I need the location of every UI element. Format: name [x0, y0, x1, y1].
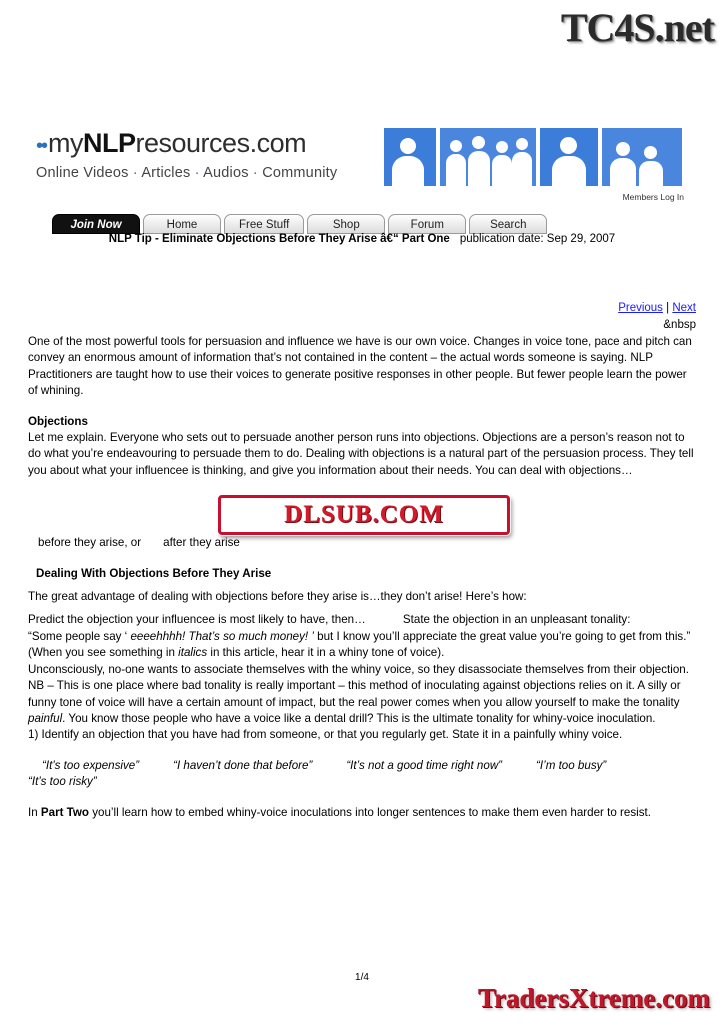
publication-date: publication date: Sep 29, 2007	[459, 233, 616, 245]
unconscious-part-b: . You know those people who have a voice like a dental drill? This is the ultimate tonality for whiny-voice inoculation.	[62, 711, 656, 725]
step-one: 1) Identify an objection that you have had from someone, or that you regularly get. State it in a painfully whiny voice.	[28, 728, 623, 742]
banner-tile-1	[384, 128, 436, 186]
closing-part-two-label: Part Two	[40, 805, 89, 819]
banner-tile-3	[540, 128, 598, 186]
watermark-dlsub	[218, 495, 510, 535]
italics-note	[28, 645, 696, 661]
predict-tail: State the objection in an unpleasant tonality:	[402, 613, 631, 627]
heading-dealing-with-objections: Dealing With Objections Before They Arise	[36, 566, 272, 580]
objections-paragraph: Let me explain. Everyone who sets out to persuade another person runs into objections. Objections are a person’s reason not to do what you’re endeavouring to persuade them to do. Dealing with objections is a natural part of the persuasion process. They tell you about what your influencee is thinking, and give you information about their needs. You can deal with objections…	[28, 431, 694, 477]
unconscious-italic-word: painful	[28, 711, 63, 725]
watermark-dlsub-text: DLSUB.COM	[284, 501, 444, 528]
example-5: “It’s too risky”	[28, 775, 97, 789]
document-title-row	[0, 233, 724, 245]
example-1: “It’s too expensive”	[42, 758, 140, 772]
closing-part-a: In	[28, 805, 41, 819]
closing-paragraph	[28, 805, 696, 821]
next-link[interactable]: Next	[672, 302, 696, 314]
nav-item-home[interactable]: Home	[143, 214, 221, 234]
predict-line	[28, 612, 696, 628]
example-2: “I haven’t done that before”	[173, 758, 313, 772]
predict-lead: Predict the objection your influencee is most likely to have, then…	[28, 613, 366, 627]
watermark-tc4s: TC4S.net	[560, 5, 714, 50]
italics-note-word: italics	[178, 646, 208, 660]
previous-link[interactable]: Previous	[618, 302, 663, 314]
nav-item-join-now[interactable]: Join Now	[52, 214, 140, 234]
members-login-link[interactable]: Members Log In	[622, 192, 684, 202]
banner-image-tiles	[384, 128, 684, 190]
nav-item-free-stuff[interactable]: Free Stuff	[224, 214, 304, 234]
banner-tile-4	[602, 128, 682, 186]
logo-dots-icon: ••	[36, 135, 47, 157]
example-4: “I’m too busy”	[536, 758, 607, 772]
pager	[618, 302, 696, 314]
quote-line	[28, 629, 696, 645]
page-title: NLP Tip - Eliminate Objections Before They Arise â€“ Part One	[108, 233, 450, 245]
logo-nlp: NLP	[83, 128, 136, 158]
option-after-they-arise: after they arise	[163, 536, 240, 550]
logo-resources: resources.com	[135, 128, 307, 158]
tagline-articles: Articles	[141, 165, 191, 181]
tagline-sep-3: ·	[248, 165, 263, 181]
advantage-paragraph: The great advantage of dealing with objections before they arise is…they don’t arise! Here’s how:	[28, 590, 527, 604]
italics-note-part-c: in this article, hear it in a whiny tone of voice).	[207, 646, 445, 660]
heading-objections: Objections	[28, 414, 88, 428]
quote-prefix: “Some people say ‘	[28, 629, 131, 643]
objection-examples-second-row	[28, 774, 696, 790]
objection-examples	[28, 758, 696, 774]
example-3: “It’s not a good time right now”	[346, 758, 503, 772]
tagline-sep-1: ·	[128, 165, 142, 181]
option-before-they-arise: before they arise, or	[38, 536, 142, 550]
watermark-tradersxtreme: TradersXtreme.com	[477, 983, 710, 1013]
site-tagline	[36, 165, 382, 181]
nav-item-search[interactable]: Search	[469, 214, 547, 234]
site-logo-text	[36, 128, 382, 161]
tagline-audios: Audios	[203, 165, 249, 181]
nbsp-artifact: &nbsp	[663, 319, 696, 331]
nav-item-shop[interactable]: Shop	[307, 214, 385, 234]
site-logo[interactable]	[36, 128, 382, 181]
banner-tile-2	[440, 128, 536, 186]
page-number: 1/4	[355, 972, 369, 983]
quote-italic: eeeehhhh! That’s so much money! ’	[130, 629, 314, 643]
tagline-community: Community	[262, 165, 338, 181]
intro-paragraph: One of the most powerful tools for persuasion and influence we have is our own voice. Changes in voice tone, pace and pitch can convey an enormous amount of information that’s not contained in the content – the actual words someone is saying. NLP Practitioners are taught how to use their voices to generate positive responses in other people. But fewer people learn the power of whining.	[28, 335, 692, 398]
logo-my: my	[48, 128, 84, 158]
nav-item-forum[interactable]: Forum	[388, 214, 466, 234]
pager-divider: |	[666, 302, 670, 314]
tagline-videos: Online Videos	[36, 165, 129, 181]
quote-suffix: but I know you’ll appreciate the great value you’re going to get from this.”	[313, 629, 691, 643]
unconscious-paragraph	[28, 662, 696, 728]
objection-options	[28, 535, 696, 551]
italics-note-part-a: (When you see something in	[28, 646, 179, 660]
closing-part-b: you’ll learn how to embed whiny-voice inoculations into longer sentences to make them even harder to resist.	[89, 805, 651, 819]
unconscious-part-a: Unconsciously, no-one wants to associate themselves with the whiny voice, so they disassociate themselves from their objection. NB – This is one place where bad tonality is really important – this method of inoculating against objections relies on it. A silly or funny tone of voice will have a certain amount of impact, but the real power comes when you allow yourself to make the tonality	[28, 662, 689, 709]
tagline-sep-2: ·	[190, 165, 204, 181]
article-body	[28, 334, 696, 821]
